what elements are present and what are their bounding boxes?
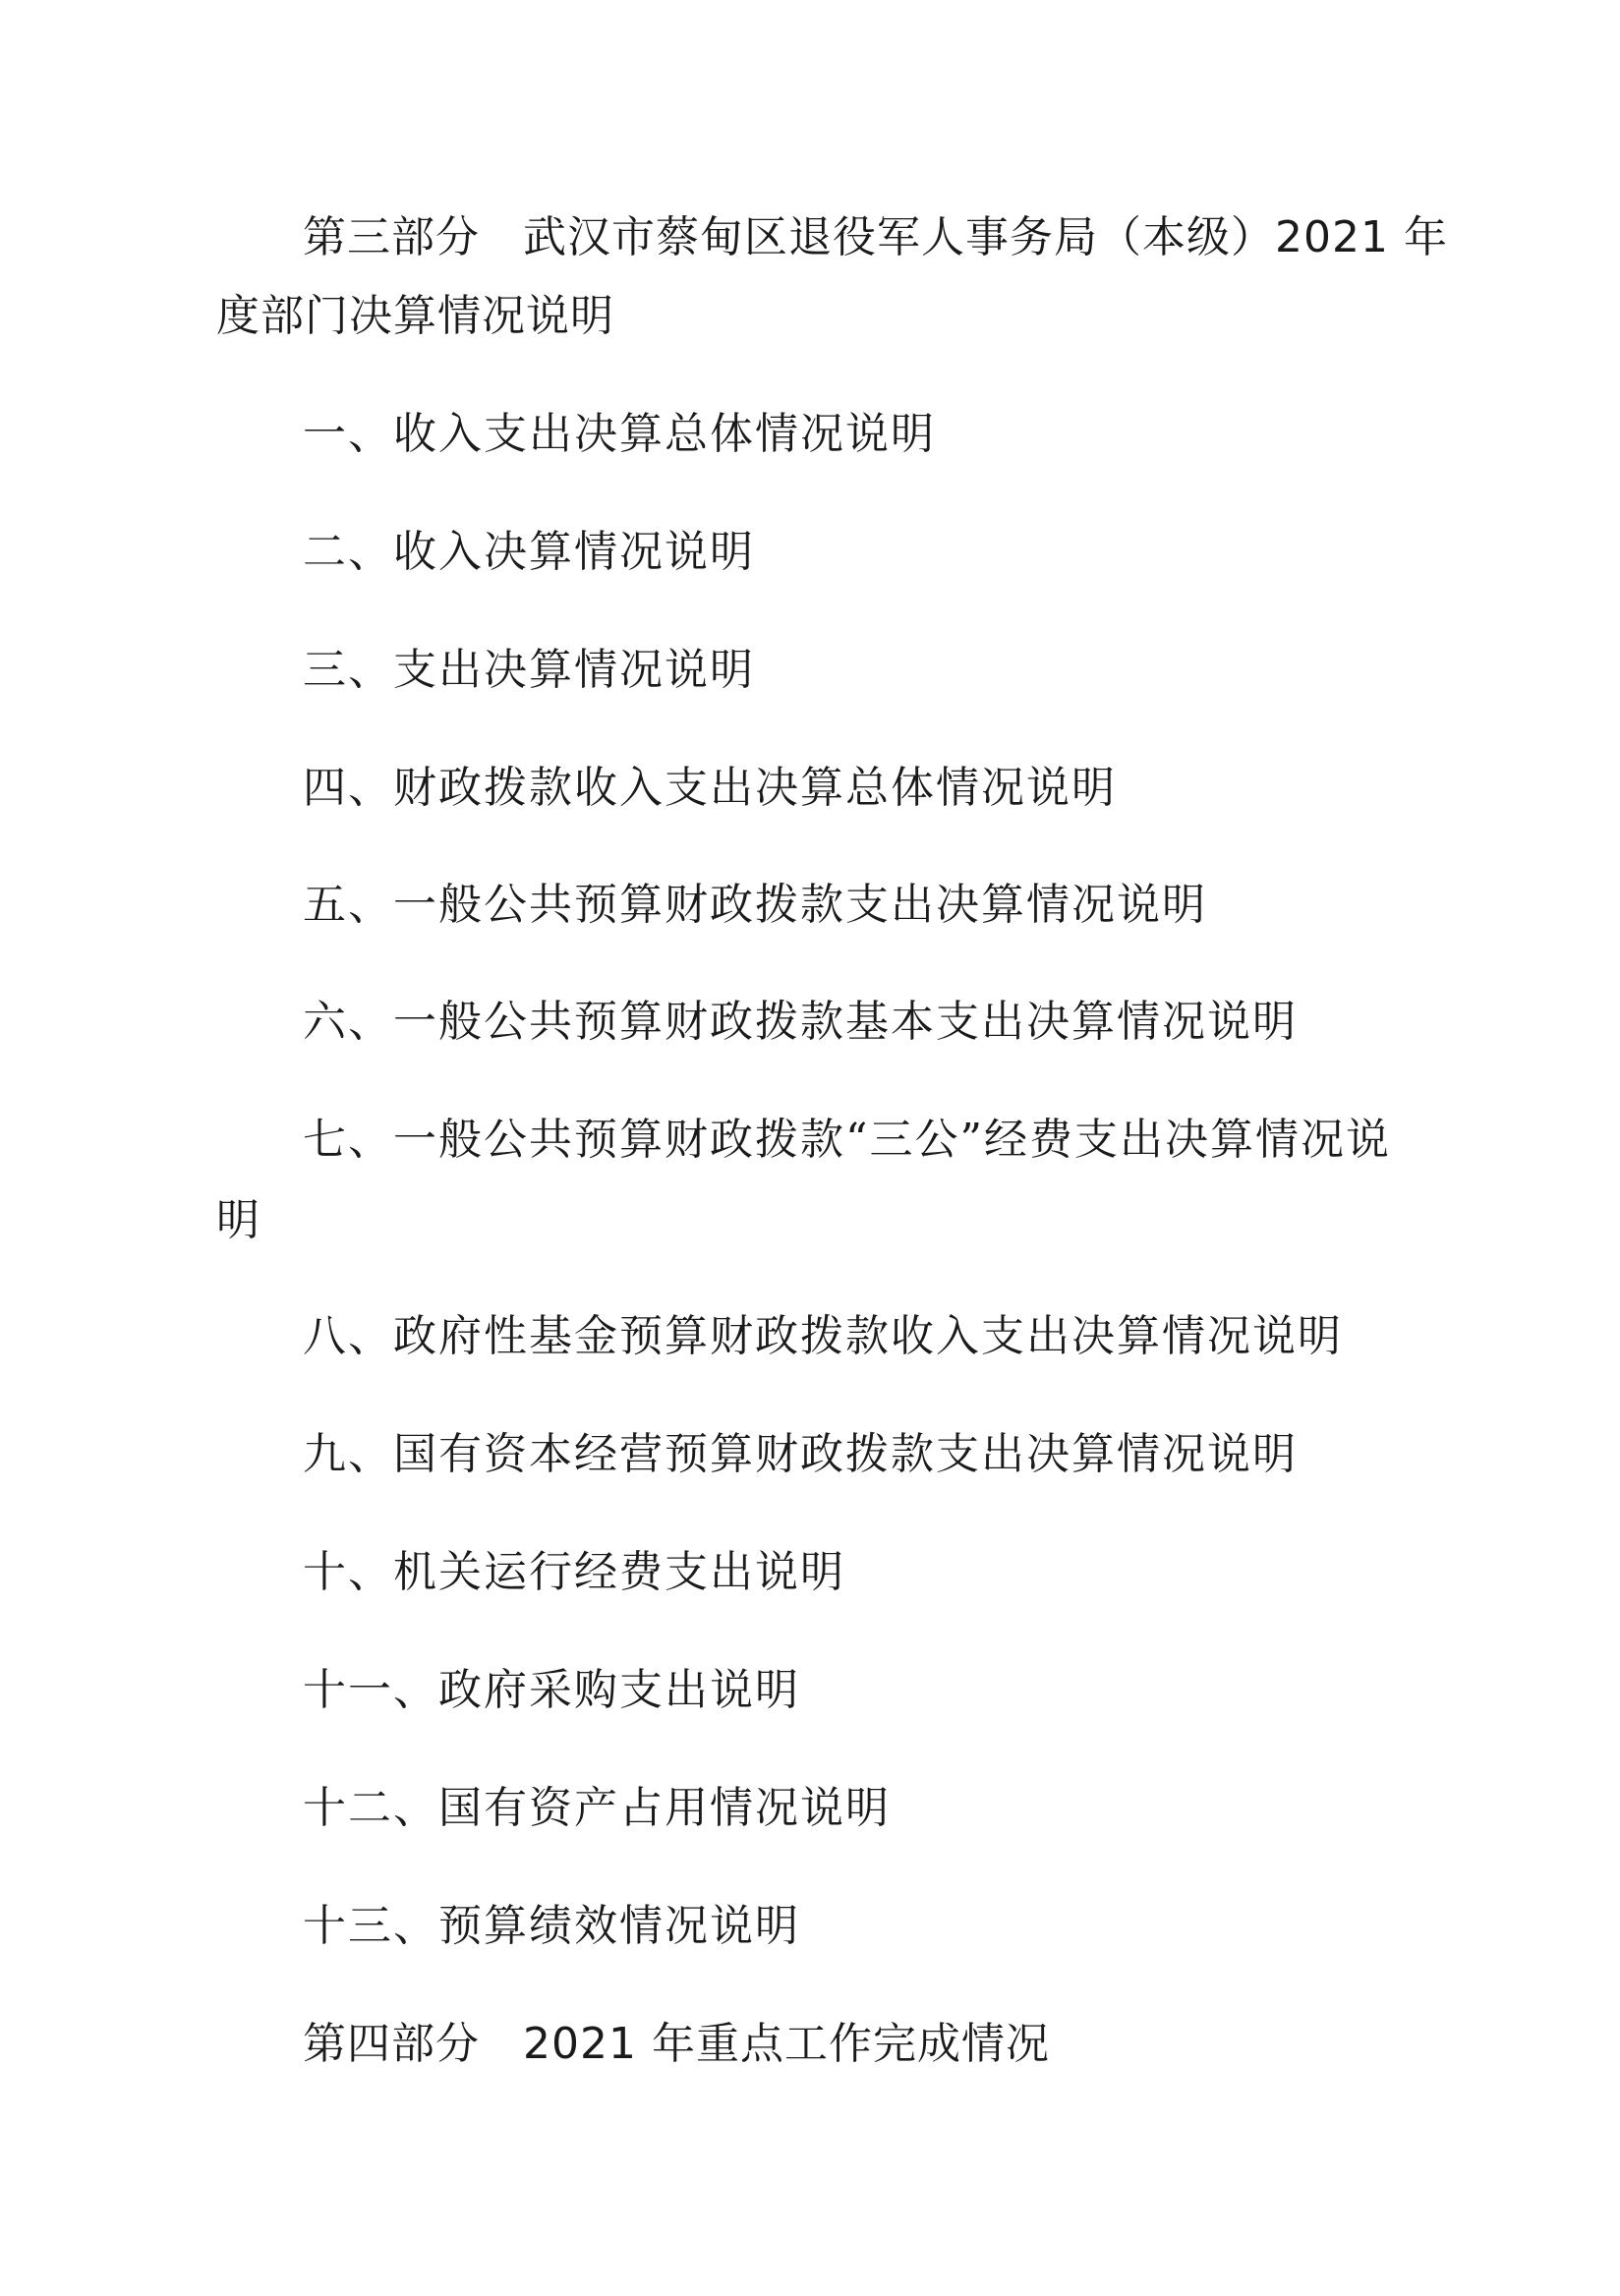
list-item: 十一、政府采购支出说明 xyxy=(303,1665,800,1715)
part4-title: 2021 年重点工作完成情况 xyxy=(523,2019,1050,2069)
list-item: 七、一般公共预算财政拨款“三公”经费支出决算情况说 xyxy=(303,1115,1391,1165)
list-item: 十三、预算绩效情况说明 xyxy=(303,1901,800,1951)
part3-heading-line2 xyxy=(216,289,614,344)
list-item: 九、国有资本经营预算财政拨款支出决算情况说明 xyxy=(303,1429,1298,1479)
list-item-continuation: 明 xyxy=(216,1195,261,1245)
list-item: 一、收入支出决算总体情况说明 xyxy=(303,409,936,459)
list-item: 三、支出决算情况说明 xyxy=(303,645,755,695)
part3-title-line1: 武汉市蔡甸区退役军人事务局（本级）2021 年 xyxy=(523,212,1448,262)
list-item: 四、财政拨款收入支出决算总体情况说明 xyxy=(303,763,1117,813)
part3-heading-line1 xyxy=(303,210,1448,265)
part3-title-line2: 度部门决算情况说明 xyxy=(216,291,614,341)
list-item: 五、一般公共预算财政拨款支出决算情况说明 xyxy=(303,880,1207,930)
list-item: 十、机关运行经费支出说明 xyxy=(303,1547,845,1597)
list-item: 六、一般公共预算财政拨款基本支出决算情况说明 xyxy=(303,997,1298,1047)
list-item: 八、政府性基金预算财政拨款收入支出决算情况说明 xyxy=(303,1311,1343,1361)
part3-label: 第三部分 xyxy=(303,212,480,262)
part4-heading xyxy=(303,2017,1050,2072)
list-item: 二、收入决算情况说明 xyxy=(303,527,755,577)
part4-label: 第四部分 xyxy=(303,2019,480,2069)
list-item: 十二、国有资产占用情况说明 xyxy=(303,1783,891,1833)
